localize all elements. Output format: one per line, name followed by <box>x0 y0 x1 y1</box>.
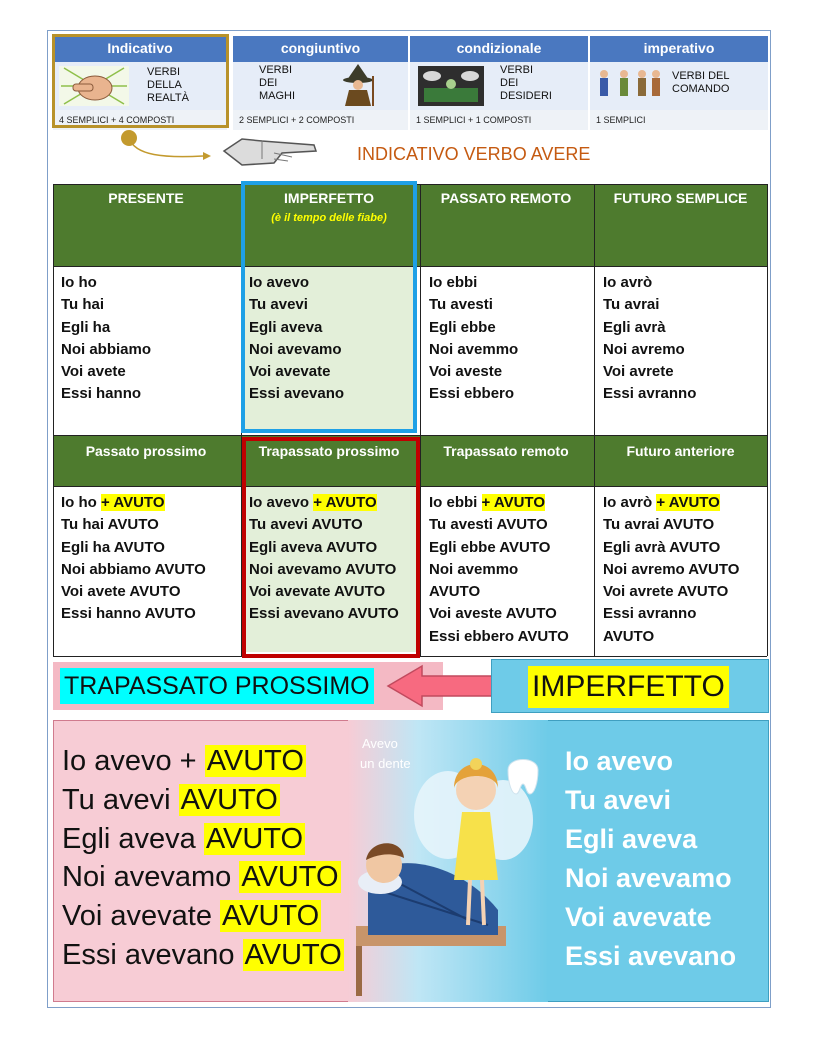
imperfetto-line: Io avevo <box>565 746 674 776</box>
mood-desc-line: VERBI <box>500 64 534 76</box>
conjugation-line <box>603 492 767 514</box>
avuto-highlight: AVUTO <box>180 783 278 816</box>
tense-header-imperfetto: IMPERFETTO <box>284 190 374 206</box>
mood-desc-line: VERBI DEL <box>672 70 730 82</box>
conjugation-line: Noi abbiamo <box>61 340 152 358</box>
conjugation-line: Egli avrà <box>603 318 666 336</box>
mood-tenses: 1 SEMPLICI <box>590 110 768 130</box>
selected-mood-highlight <box>52 34 229 128</box>
mood-title: imperativo <box>590 36 768 62</box>
mood-tenses: 4 SEMPLICI + 4 COMPOSTI <box>53 110 227 130</box>
conjugation-line: Tu hai <box>61 296 105 314</box>
avuto-highlight: AVUTO <box>244 938 342 971</box>
table-divider <box>53 435 767 436</box>
mood-desc-line: DEI <box>500 77 519 89</box>
conjugation-line: Noi avemmo <box>429 340 519 358</box>
trapassato-list <box>62 742 344 975</box>
imperfetto-note: (è il tempo delle fiabe) <box>271 212 387 224</box>
conjugation-line: Tu avrai AVUTO <box>603 516 715 534</box>
conjugation-line: Voi avrete <box>603 363 674 381</box>
conjugation-line: Tu hai AVUTO <box>61 516 159 534</box>
mood-tenses: 1 SEMPLICI + 1 COMPOSTI <box>410 110 588 130</box>
conjugation-line: Noi avevamo <box>249 340 342 358</box>
futuro-anteriore-forms <box>595 486 767 656</box>
trapassato-prefix: Noi avevamo <box>62 861 240 894</box>
mood-condizionale[interactable] <box>410 36 588 130</box>
conjugation-line: Essi avranno <box>603 605 697 623</box>
trapassato-line <box>62 897 344 936</box>
conjugation-line: Voi avevate AVUTO <box>249 583 386 601</box>
mood-desc-line: REALTÀ <box>147 92 189 104</box>
tense-header-futuro-anteriore: Futuro anteriore <box>626 443 735 459</box>
trapassato-remoto-forms <box>421 486 593 656</box>
tense-header-futuro-semplice: FUTURO SEMPLICE <box>613 190 748 206</box>
conjugation-line: Egli ebbe AVUTO <box>429 538 551 556</box>
trapassato-line <box>62 820 344 859</box>
avuto-highlight: AVUTO <box>222 900 320 933</box>
conjugation-line: Noi avemmo <box>429 560 519 578</box>
conjugation-line: Egli aveva <box>249 318 323 336</box>
mood-title: condizionale <box>410 36 588 62</box>
avuto-highlight: AVUTO <box>205 822 304 855</box>
conjugation-line: Voi aveste AVUTO <box>429 605 557 623</box>
conjugation-line: Tu avevi <box>249 296 308 314</box>
conjugation-line: Voi aveste <box>429 363 503 381</box>
mood-tenses: 2 SEMPLICI + 2 COMPOSTI <box>233 110 408 130</box>
table-divider <box>594 184 595 656</box>
trapassato-prefix: Tu avevi <box>62 783 179 816</box>
avuto-highlight: + AVUTO <box>481 494 545 511</box>
mood-title: congiuntivo <box>233 36 408 62</box>
conjugation-prefix: Io avrò <box>603 494 657 511</box>
conjugation-line: Io avevo <box>249 274 310 291</box>
avuto-highlight: + AVUTO <box>313 494 377 511</box>
imperfetto-line: Voi avevate <box>565 902 712 932</box>
conjugation-line: Essi hanno <box>61 385 142 403</box>
conjugation-line: Noi avremo AVUTO <box>603 560 740 578</box>
conjugation-line: Egli aveva AVUTO <box>249 538 378 556</box>
conjugation-line: Tu avesti <box>429 296 493 314</box>
mood-imperativo[interactable] <box>590 36 768 130</box>
conjugation-line: Io ebbi <box>429 274 478 291</box>
conjugation-line: Egli avrà AVUTO <box>603 538 721 556</box>
trapassato-line <box>62 781 344 820</box>
conjugation-line: Egli ebbe <box>429 318 496 336</box>
conjugation-line: Voi avete <box>61 363 126 381</box>
conjugation-line: Egli ha <box>61 318 111 336</box>
conjugation-line: AVUTO <box>603 627 655 645</box>
conjugation-line: Io avrò <box>603 274 653 291</box>
trapassato-line <box>62 858 344 897</box>
imperfetto-line: Essi avevano <box>565 941 737 971</box>
trapassato-line <box>62 936 344 975</box>
tense-header-presente: PRESENTE <box>108 190 184 206</box>
conjugation-line: Voi avete AVUTO <box>61 583 181 601</box>
trapassato-prefix: Io avevo + <box>62 745 205 777</box>
table-border <box>767 184 768 656</box>
conjugation-line: Essi avevano AVUTO <box>249 605 399 623</box>
wizard-icon <box>333 64 383 108</box>
mood-desc-line: VERBI <box>259 64 293 76</box>
mood-desc-line: DEI <box>259 77 278 89</box>
trapassato-highlight-box <box>242 437 420 658</box>
conjugation-line: AVUTO <box>429 583 481 601</box>
mood-desc-line: COMANDO <box>672 83 730 95</box>
table-divider <box>420 184 421 656</box>
passato-prossimo-forms <box>53 486 242 656</box>
wishing-scene-icon <box>418 66 484 106</box>
conjugation-line: Voi avevate <box>249 363 331 381</box>
conjugation-prefix: Io ho <box>61 494 101 511</box>
mood-title: Indicativo <box>53 36 227 62</box>
avuto-highlight: AVUTO <box>241 861 339 894</box>
conjugation-prefix: Io avevo <box>249 494 314 511</box>
imperfetto-line: Tu avevi <box>565 785 672 815</box>
conjugation-line: Tu avrai <box>603 296 660 314</box>
conjugation-line: Essi ebbero AVUTO <box>429 627 569 645</box>
imperfetto-highlight-box <box>241 181 417 433</box>
trapassato-prefix: Essi avevano <box>62 938 243 971</box>
tooth-fairy-illustration <box>348 720 548 1002</box>
conjugation-line: Egli ha AVUTO <box>61 538 165 556</box>
conjugation-prefix: Io ebbi <box>429 494 482 511</box>
illustration-caption-line-1: Avevo <box>362 736 398 751</box>
commanding-figures-icon <box>594 66 666 106</box>
conjugation-line <box>61 492 242 514</box>
imperfetto-label: IMPERFETTO <box>528 666 729 708</box>
passato-remoto-forms <box>421 266 593 435</box>
conjugation-line <box>429 492 593 514</box>
table-border <box>53 184 54 656</box>
conjugation-line: Noi avremo <box>603 340 685 358</box>
conjugation-line: Tu avesti AVUTO <box>429 516 548 534</box>
avuto-highlight: + AVUTO <box>101 494 165 511</box>
futuro-semplice-forms <box>595 266 767 435</box>
trapassato-prefix: Egli aveva <box>62 822 204 855</box>
illustration-caption-line-2: un dente <box>360 756 411 771</box>
conjugation-line: Io ho <box>61 274 97 291</box>
trapassato-label: TRAPASSATO PROSSIMO <box>60 668 374 704</box>
conjugation-line: Essi avranno <box>603 385 697 403</box>
imperfetto-list <box>565 742 736 976</box>
pointing-arrow-hand-icon <box>222 133 322 169</box>
tense-header-trapassato-remoto: Trapassato remoto <box>443 443 569 459</box>
conjugation-line: Noi avevamo AVUTO <box>249 560 397 578</box>
presente-forms <box>53 266 242 435</box>
conjugation-line: Noi abbiamo AVUTO <box>61 560 206 578</box>
mood-congiuntivo[interactable] <box>233 36 408 130</box>
imperfetto-line: Noi avevamo <box>565 863 732 893</box>
tense-header-passato-remoto: PASSATO REMOTO <box>440 190 572 206</box>
mood-desc-line: VERBI <box>147 66 181 78</box>
conjugation-line: Voi avrete AVUTO <box>603 583 729 601</box>
conjugation-line: Essi hanno AVUTO <box>61 605 196 623</box>
section-title: INDICATIVO VERBO AVERE <box>357 144 591 164</box>
mood-desc-line: DELLA <box>147 79 182 91</box>
avuto-highlight: AVUTO <box>206 745 304 777</box>
conjugation-line: Essi avevano <box>249 385 345 403</box>
conjugation-line: Essi ebbero <box>429 385 515 403</box>
imperfetto-line: Egli aveva <box>565 824 698 854</box>
avuto-highlight: + AVUTO <box>656 494 720 511</box>
connector-curve <box>125 136 215 166</box>
tense-header-passato-prossimo: Passato prossimo <box>85 443 207 459</box>
conjugation-line: Tu avevi AVUTO <box>249 516 363 534</box>
tense-header-trapassato-prossimo: Trapassato prossimo <box>258 443 400 459</box>
mood-desc-line: MAGHI <box>259 90 296 102</box>
mood-desc-line: DESIDERI <box>500 90 552 102</box>
trapassato-prefix: Voi avevate <box>62 900 220 933</box>
trapassato-line <box>62 742 344 781</box>
